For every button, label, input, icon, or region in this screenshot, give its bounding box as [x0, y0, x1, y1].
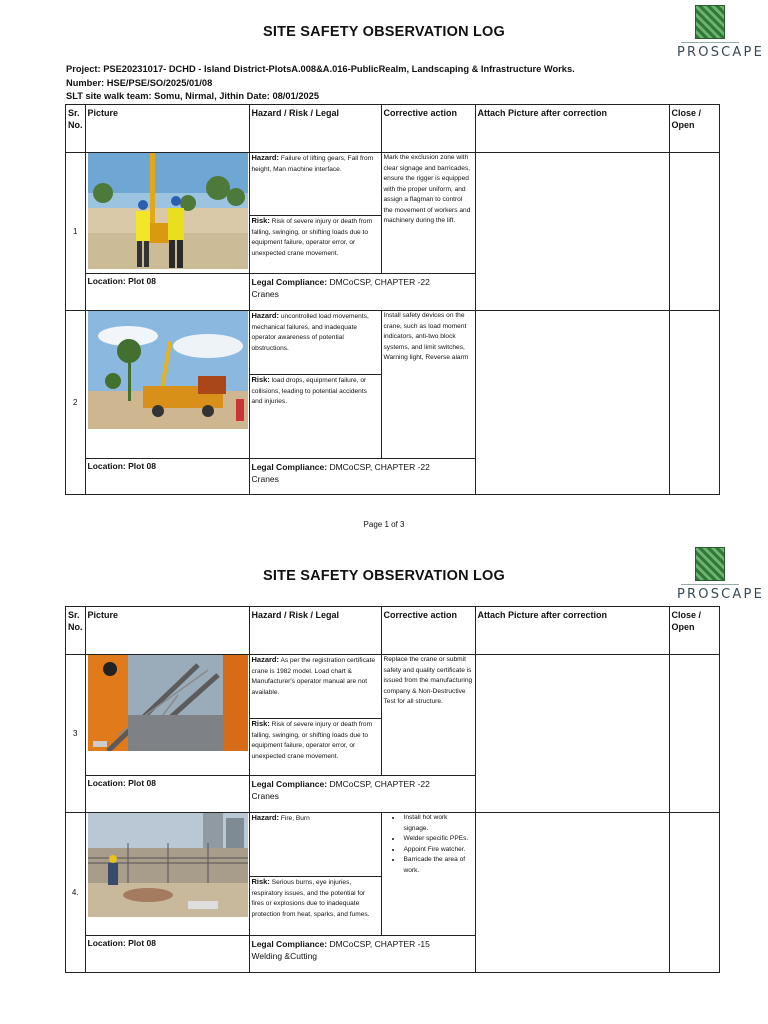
legal-cell: Legal Compliance: DMCoCSP, CHAPTER -22 Cranes [249, 459, 475, 495]
project-line: Project: PSE20231017- DCHD - Island District-PlotsA.008&A.016-PublicRealm, Landscaping & Infrastructure Works. [66, 64, 575, 74]
header-attach: Attach Picture after correction [475, 105, 669, 153]
corrective-cell: Install safety devices on the crane, such as load moment indicators, anti-two block systems, and limit switches, Warning light, Reverse alarm [381, 311, 475, 459]
location-cell: Location: Plot 08 [85, 776, 249, 813]
attach-cell [475, 813, 669, 973]
header-attach: Attach Picture after correction [475, 607, 669, 655]
header-close: Close / Open [669, 607, 719, 655]
logo-mark-icon [695, 5, 725, 39]
status-cell [669, 311, 719, 495]
site-photo-mobile-crane [88, 311, 248, 429]
header-picture: Picture [85, 607, 249, 655]
hazard-cell: Hazard: Fire, Burn [249, 813, 381, 877]
risk-cell: Risk: Risk of severe injury or death from falling, swinging, or shifting loads due to equipment failure, operator error, or unexpected crane movement. [249, 216, 381, 274]
location-cell: Location: Plot 08 [85, 459, 249, 495]
list-item: • Barricade the area of work. [402, 855, 473, 876]
company-logo [677, 547, 764, 602]
legal-cell: Legal Compliance: DMCoCSP, CHAPTER -15 Welding &Cutting [249, 936, 475, 973]
site-photo-crane-lift [88, 153, 248, 269]
location-cell: Location: Plot 08 [85, 936, 249, 973]
hazard-cell: Hazard: Failure of lifting gears, Fall from height, Man machine interface. [249, 153, 381, 216]
site-photo-hot-work [88, 813, 248, 917]
legal-cell: Legal Compliance: DMCoCSP, CHAPTER -22 Cranes [249, 274, 475, 311]
photo-cell [85, 655, 249, 776]
photo-cell [85, 153, 249, 274]
corrective-cell: Mark the exclusion zone with clear signage and barricades, ensure the rigger is equipped with the proper uniform, and assign a flagman to control the movement of workers and machinery during the lift. [381, 153, 475, 274]
photo-cell [85, 311, 249, 459]
row-sr: 3 [66, 655, 86, 813]
risk-cell: Risk: Serious burns, eye injuries, respiratory issues, and the potential for fires or explosions due to inadequate protection from heat, sparks, and fumes. [249, 877, 381, 936]
header-close: Close / Open [669, 105, 719, 153]
attach-cell [475, 153, 669, 311]
company-logo [677, 5, 764, 60]
page-number: Page 1 of 3 [363, 520, 405, 529]
list-item: • Welder specific PPEs. [402, 834, 473, 845]
header-sr: Sr. No. [66, 105, 86, 153]
status-cell [669, 813, 719, 973]
hazard-cell: Hazard: uncontrolled load movements, mechanical failures, and inadequate operator awareness of potential obstructions. [249, 311, 381, 375]
logo-mark-icon [695, 547, 725, 581]
list-item: • Appoint Fire watcher. [402, 845, 473, 856]
table-row [66, 655, 720, 719]
observation-table-page1 [65, 104, 720, 495]
corrective-list [384, 813, 473, 876]
table-row [66, 311, 720, 375]
list-item: • Install hot work signage. [402, 813, 473, 834]
risk-cell: Risk: load drops, equipment failure, or collisions, leading to potential accidents and injuries. [249, 375, 381, 459]
header-picture: Picture [85, 105, 249, 153]
status-cell [669, 655, 719, 813]
header-hazard: Hazard / Risk / Legal [249, 607, 381, 655]
hazard-cell: Hazard: As per the registration certificate crane is 1982 model. Load chart & Manufacturer's operator manual are not available. [249, 655, 381, 719]
table-row [66, 813, 720, 877]
header-hazard: Hazard / Risk / Legal [249, 105, 381, 153]
table-row [66, 153, 720, 216]
table-header-row [66, 105, 720, 153]
page-title: SITE SAFETY OBSERVATION LOG [263, 24, 505, 40]
corrective-cell [381, 813, 475, 936]
number-line: Number: HSE/PSE/SO/2025/01/08 [66, 77, 213, 88]
photo-cell [85, 813, 249, 936]
attach-cell [475, 311, 669, 495]
corrective-cell: Replace the crane or submit safety and quality certificate is issued from the manufacturing company & Non-Destructive Test for all structure. [381, 655, 475, 776]
header-corrective: Corrective action [381, 607, 475, 655]
attach-cell [475, 655, 669, 813]
header-sr: Sr. No. [66, 607, 86, 655]
page-title: SITE SAFETY OBSERVATION LOG [263, 568, 505, 584]
row-sr: 2 [66, 311, 86, 495]
logo-wordmark: PROSCAPE [677, 587, 764, 602]
team-line: SLT site walk team: Somu, Nirmal, Jithin Date: 08/01/2025 [66, 91, 319, 101]
logo-wordmark: PROSCAPE [677, 45, 764, 60]
header-corrective: Corrective action [381, 105, 475, 153]
risk-cell: Risk: Risk of severe injury or death from falling, swinging, or shifting loads due to equipment failure, operator error, or unexpected crane movement. [249, 719, 381, 776]
site-photo-crane-boom [88, 655, 248, 751]
row-sr: 1 [66, 153, 86, 311]
location-cell: Location: Plot 08 [85, 274, 249, 311]
status-cell [669, 153, 719, 311]
legal-cell: Legal Compliance: DMCoCSP, CHAPTER -22 Cranes [249, 776, 475, 813]
table-header-row [66, 607, 720, 655]
row-sr: 4. [66, 813, 86, 973]
document-meta [66, 63, 575, 104]
observation-table-page2 [65, 606, 720, 973]
